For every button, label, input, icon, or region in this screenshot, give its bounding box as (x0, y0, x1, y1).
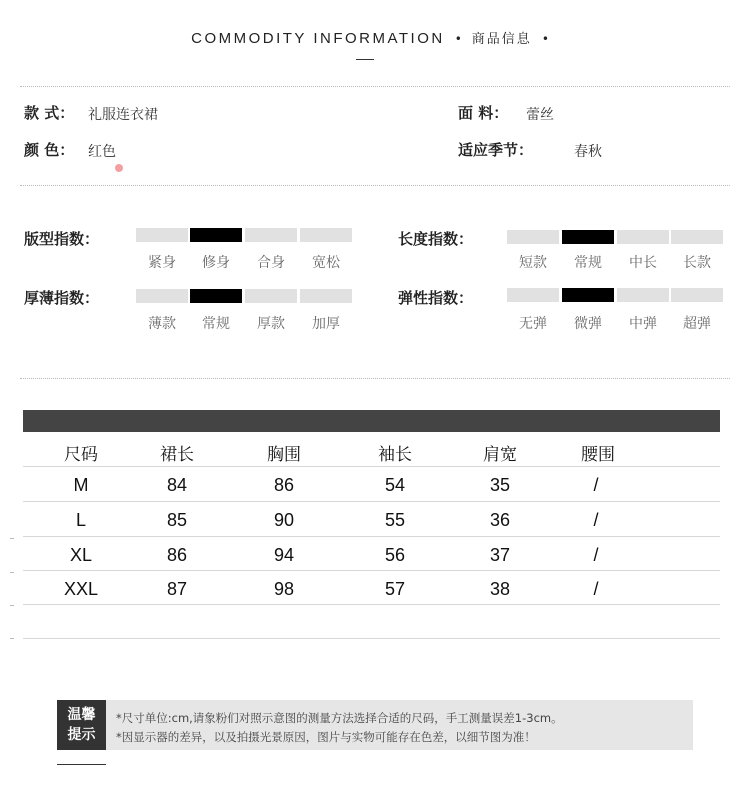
header-dot-right: • (541, 32, 549, 46)
footer-underline (57, 764, 106, 765)
table-cell: 98 (273, 579, 295, 599)
fit-option: 合身 (257, 255, 285, 271)
elasticity-option: 中弹 (629, 316, 657, 332)
header-underline (356, 59, 374, 60)
table-cell: XL (69, 545, 93, 565)
table-header-cell: 胸围 (267, 445, 301, 465)
edge-mark (10, 572, 14, 573)
table-bottom-line (23, 638, 720, 639)
header-title-cn: 商品信息 (471, 32, 532, 47)
table-cell: 54 (384, 475, 406, 495)
table-header-bar (23, 410, 720, 432)
table-cell: XXL (63, 579, 99, 599)
style-label: 款 式： (24, 104, 75, 122)
thickness-option: 加厚 (312, 316, 340, 332)
thickness-bar-3 (300, 289, 352, 303)
table-row-divider (23, 570, 720, 571)
table-cell: 35 (489, 475, 511, 495)
fit-option: 宽松 (312, 255, 340, 271)
color-label: 颜 色： (24, 141, 75, 159)
table-header-cell: 腰围 (581, 445, 615, 465)
color-value: 红色 (88, 144, 116, 160)
thickness-index-label: 厚薄指数： (24, 289, 100, 307)
length-option: 常规 (574, 255, 602, 271)
table-header-cell: 裙长 (160, 445, 194, 465)
table-row-divider (23, 604, 720, 605)
thickness-option: 薄款 (148, 316, 176, 332)
thickness-bar-0 (136, 289, 188, 303)
elasticity-index-label: 弹性指数： (398, 289, 474, 307)
season-label: 适应季节： (458, 141, 534, 159)
elasticity-option: 无弹 (519, 316, 547, 332)
elasticity-option: 超弹 (683, 316, 711, 332)
table-cell: M (73, 475, 89, 495)
table-header-cell: 肩宽 (483, 445, 517, 465)
elasticity-bar-2 (617, 288, 669, 302)
fit-bar-2 (245, 228, 297, 242)
table-cell: 85 (166, 510, 188, 530)
divider (20, 86, 730, 87)
length-index-label: 长度指数： (398, 230, 474, 248)
table-row-divider (23, 501, 720, 502)
table-row-divider (23, 536, 720, 537)
edge-mark (10, 638, 14, 639)
table-cell: / (593, 510, 599, 530)
divider (20, 378, 730, 379)
tips-tag-line: 提示 (67, 727, 96, 743)
table-cell: 38 (489, 579, 511, 599)
header-dot: • (454, 32, 462, 46)
table-cell: 56 (384, 545, 406, 565)
table-cell: L (75, 510, 86, 530)
table-cell: 90 (273, 510, 295, 530)
thickness-option: 常规 (202, 316, 230, 332)
tips-text-line: *因显示器的差异，以及拍摄光景原因，图片与实物可能存在色差，以细节图为准！ (116, 730, 536, 744)
table-cell: 86 (166, 545, 188, 565)
table-header-cell: 尺码 (64, 445, 98, 465)
table-cell: 94 (273, 545, 295, 565)
fit-bar-1 (190, 228, 242, 242)
length-option: 中长 (629, 255, 657, 271)
thickness-bar-2 (245, 289, 297, 303)
season-value: 春秋 (574, 144, 602, 160)
fit-option: 修身 (202, 255, 230, 271)
elasticity-bar-0 (507, 288, 559, 302)
table-cell: 87 (166, 579, 188, 599)
table-cell: 57 (384, 579, 406, 599)
length-bar-0 (507, 230, 559, 244)
header-title-en: COMMODITY INFORMATION (191, 30, 445, 47)
tips-tag-line: 温馨 (67, 707, 96, 723)
table-row-divider (23, 466, 720, 467)
length-bar-2 (617, 230, 669, 244)
elasticity-bar-1 (562, 288, 614, 302)
color-swatch-dot (115, 164, 123, 172)
tips-text-line: *尺寸单位:cm,请象粉们对照示意图的测量方法选择合适的尺码，手工测量误差1-3cm。 (116, 711, 563, 725)
fit-bar-3 (300, 228, 352, 242)
fabric-label: 面 料： (458, 104, 509, 122)
edge-mark (10, 538, 14, 539)
table-cell: 84 (166, 475, 188, 495)
divider (20, 185, 730, 186)
table-cell: 55 (384, 510, 406, 530)
table-cell: 86 (273, 475, 295, 495)
length-option: 短款 (519, 255, 547, 271)
table-cell: 36 (489, 510, 511, 530)
length-bar-1 (562, 230, 614, 244)
table-cell: 37 (489, 545, 511, 565)
length-option: 长款 (683, 255, 711, 271)
elasticity-bar-3 (671, 288, 723, 302)
edge-mark (10, 605, 14, 606)
style-value: 礼服连衣裙 (88, 107, 158, 123)
elasticity-option: 微弹 (574, 316, 602, 332)
fit-option: 紧身 (148, 255, 176, 271)
section-header (0, 28, 750, 47)
fit-index-label: 版型指数： (24, 230, 100, 248)
table-cell: / (593, 475, 599, 495)
fabric-value: 蕾丝 (526, 107, 554, 123)
fit-bar-0 (136, 228, 188, 242)
length-bar-3 (671, 230, 723, 244)
table-header-cell: 袖长 (378, 445, 412, 465)
tips-tag (57, 700, 106, 750)
table-cell: / (593, 579, 599, 599)
thickness-option: 厚款 (257, 316, 285, 332)
table-cell: / (593, 545, 599, 565)
thickness-bar-1 (190, 289, 242, 303)
